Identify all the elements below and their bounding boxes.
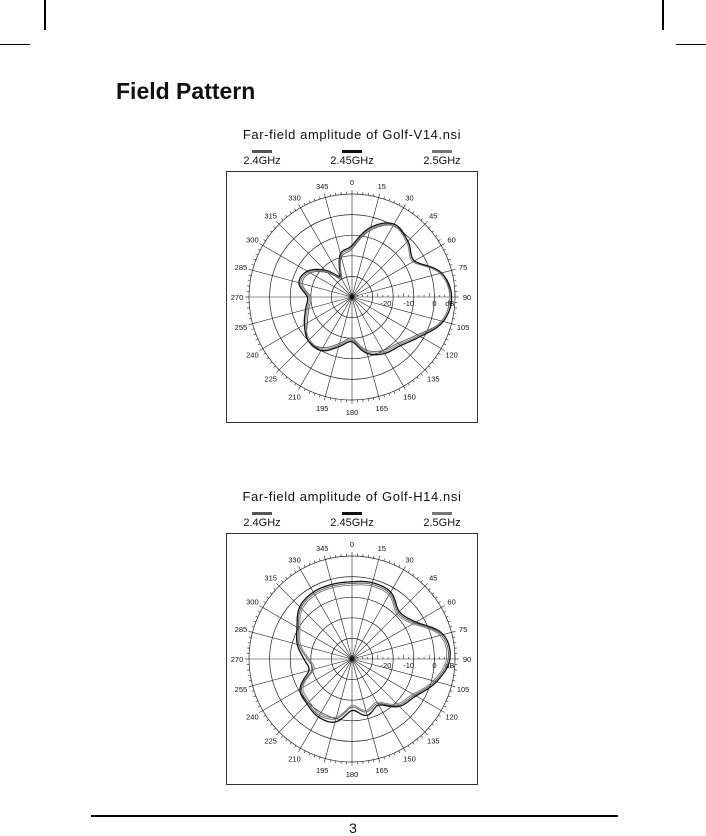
crop-mark-top-left-horizontal [0,44,30,45]
angle-label: 135 [427,736,440,746]
legend-label: 2.4GHz [243,517,281,529]
chart-title-v14: Far-field amplitude of Golf-V14.nsi [242,127,462,142]
crop-mark-top-left-vertical [44,0,46,30]
angle-label: 75 [458,625,468,635]
angle-label: 180 [345,408,359,417]
angle-label: 240 [246,712,259,722]
angle-label: 225 [264,374,277,384]
legend-item [322,512,382,529]
angle-label: 255 [234,684,248,694]
legend-swatch [432,512,452,515]
polar-plot-v14 [226,171,478,423]
angle-label: 300 [246,235,259,245]
angle-label: 240 [246,350,259,360]
angle-label: 90 [462,655,472,664]
chart-title-h14: Far-field amplitude of Golf-H14.nsi [242,489,462,504]
radial-label: -20 [380,661,392,670]
angle-label: 90 [462,293,472,302]
crop-mark-top-right-horizontal [676,44,706,45]
chart-legend-h14 [226,512,478,534]
angle-label: 225 [264,736,277,746]
angle-label: 60 [447,235,456,245]
footer-rule [91,815,618,817]
angle-label: 15 [377,181,386,191]
angle-label: 75 [458,263,468,273]
legend-label: 2.5GHz [423,155,461,167]
legend-label: 2.45GHz [330,517,374,529]
radial-label: 0 [432,299,437,308]
angle-label: 330 [288,555,301,565]
legend-swatch [342,150,362,153]
center-dot [350,657,354,661]
legend-item [232,150,292,167]
angle-label: 255 [234,322,248,332]
crop-mark-top-right-vertical [662,0,664,30]
angle-label: 30 [405,555,414,565]
angle-label: 120 [445,350,458,360]
legend-label: 2.5GHz [423,517,461,529]
radial-label: 0 [432,661,437,670]
angle-label: 180 [345,770,359,779]
angle-label: 60 [447,597,456,607]
legend-label: 2.4GHz [243,155,281,167]
legend-item [322,150,382,167]
angle-label: 45 [429,573,438,583]
angle-label: 285 [234,263,248,273]
legend-item [232,512,292,529]
angle-label: 0 [349,178,355,187]
page-number: 3 [349,820,357,836]
angle-label: 345 [315,181,329,191]
legend-swatch [432,150,452,153]
angle-label: 45 [429,211,438,221]
angle-label: 315 [264,211,277,221]
angle-label: 270 [230,293,244,302]
angle-label: 165 [375,404,389,414]
angle-label: 315 [264,573,277,583]
angle-label: 150 [403,754,416,764]
angle-label: 120 [445,712,458,722]
legend-swatch [252,512,272,515]
legend-item [412,512,472,529]
angle-label: 105 [456,322,470,332]
polar-plot-svg [226,171,478,423]
angle-label: 105 [456,684,470,694]
angle-label: 285 [234,625,248,635]
angle-label: 210 [288,392,301,402]
legend-swatch [252,150,272,153]
angle-label: 300 [246,597,259,607]
legend-swatch [342,512,362,515]
angle-label: 30 [405,193,414,203]
angle-label: 195 [315,404,329,414]
section-heading: Field Pattern [116,78,256,104]
angle-label: 330 [288,193,301,203]
chart-legend-v14 [226,150,478,172]
legend-item [412,150,472,167]
legend-label: 2.45GHz [330,155,374,167]
angle-label: 195 [315,766,329,776]
polar-plot-h14 [226,533,478,785]
angle-label: 150 [403,392,416,402]
radial-label: dB [445,299,455,308]
radial-label: -10 [403,299,415,308]
angle-label: 270 [230,655,244,664]
angle-label: 210 [288,754,301,764]
angle-label: 0 [349,540,355,549]
angle-label: 15 [377,543,386,553]
angle-label: 135 [427,374,440,384]
polar-plot-svg [226,533,478,785]
angle-label: 345 [315,543,329,553]
angle-label: 165 [375,766,389,776]
radial-label: -20 [380,299,392,308]
center-dot [350,295,354,299]
radial-label: dB [445,661,455,670]
radial-label: -10 [403,661,415,670]
